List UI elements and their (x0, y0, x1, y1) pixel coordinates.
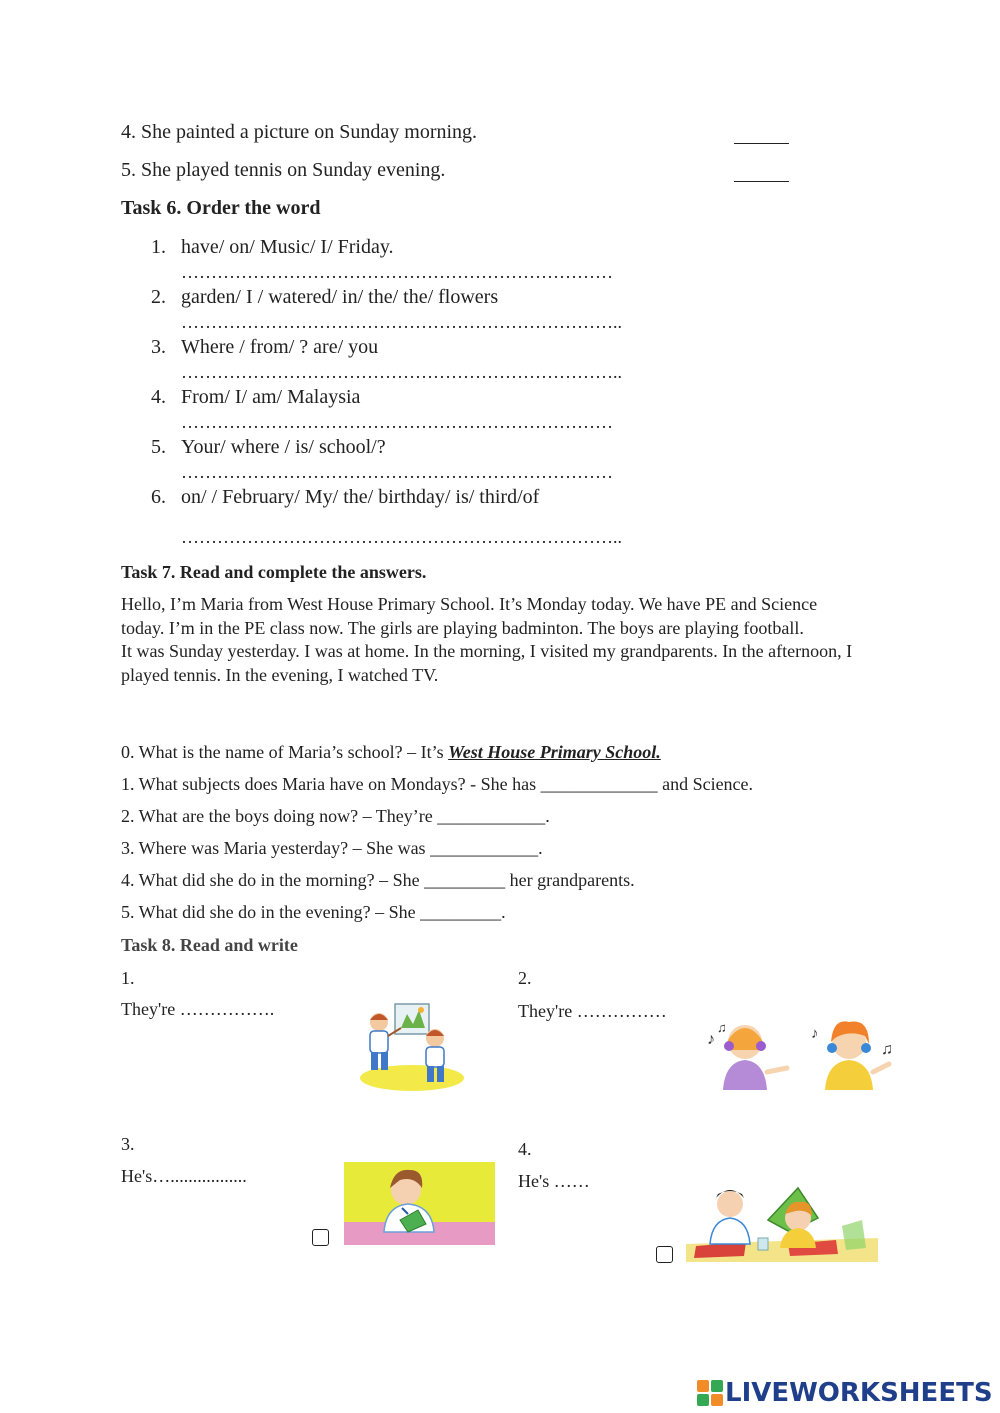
question-text-end: . (501, 902, 506, 922)
task6-item-words: Where / from/ ? are/ you (181, 336, 379, 358)
question-text-end: her grandparents. (505, 870, 635, 890)
kids-listening-music-picture (703, 1018, 895, 1090)
answer-blank[interactable]: _________ (424, 870, 506, 890)
kids-painting-picture (357, 1000, 467, 1092)
task7-question-2 (121, 806, 550, 827)
task6-answer-line[interactable]: ……………………………………………………………….. (181, 362, 622, 382)
task6-item-words: garden/ I / watered/ in/ the/ the/ flowers (181, 286, 499, 308)
task8-item-prompt[interactable]: They're ……………. (121, 999, 275, 1019)
liveworksheets-brand: LIVEWORKSHEETS (725, 1378, 993, 1408)
task8-item-prompt[interactable]: He's…................. (121, 1166, 247, 1186)
task5-statement-4: 4. She painted a picture on Sunday morning. (121, 121, 478, 143)
task8-item-number: 1. (121, 968, 135, 988)
question-text: 3. Where was Maria yesterday? – She was (121, 838, 431, 858)
svg-text:♫: ♫ (881, 1041, 893, 1058)
question-text-end: . (538, 838, 543, 858)
task6-item-number: 2. (151, 286, 166, 308)
task6-answer-line[interactable]: ……………………………………………………………… (181, 462, 613, 482)
answer-checkbox-4[interactable] (656, 1246, 673, 1263)
example-question: 0. What is the name of Maria’s school? – It’s (121, 742, 449, 762)
liveworksheets-badge-icon (697, 1380, 723, 1406)
task7-question-1 (121, 774, 753, 795)
task6-item-words: From/ I/ am/ Malaysia (181, 386, 361, 408)
svg-text:♪: ♪ (811, 1026, 819, 1042)
svg-text:♫: ♫ (717, 1020, 727, 1035)
question-text-end: and Science. (657, 774, 754, 794)
question-text: 1. What subjects does Maria have on Mondays? - She has (121, 774, 541, 794)
question-text: 5. What did she do in the evening? – She (121, 902, 421, 922)
task5-statement-5: 5. She played tennis on Sunday evening. (121, 159, 446, 181)
task7-question-5 (121, 902, 506, 923)
task6-item-number: 5. (151, 436, 166, 458)
task5-answer-5-line[interactable] (734, 181, 789, 182)
question-text: 4. What did she do in the morning? – She (121, 870, 425, 890)
task7-question-3 (121, 838, 543, 859)
task6-item-number: 4. (151, 386, 166, 408)
task5-answer-4-line[interactable] (734, 143, 789, 144)
task6-item-words: have/ on/ Music/ I/ Friday. (181, 236, 394, 258)
svg-text:♪: ♪ (707, 1031, 715, 1048)
task6-answer-line[interactable]: ……………………………………………………………… (181, 262, 613, 282)
task7-question-4 (121, 870, 635, 891)
boy-reading-picture (344, 1162, 495, 1245)
task6-item-words: on/ / February/ My/ the/ birthday/ is/ third/of (181, 486, 540, 508)
task8-item-prompt[interactable]: He's …… (518, 1171, 590, 1191)
answer-blank[interactable]: _____________ (540, 774, 658, 794)
task6-item-number: 1. (151, 236, 166, 258)
task8-title: Task 8. Read and write (121, 935, 298, 955)
answer-blank[interactable]: ____________ (437, 806, 546, 826)
task6-answer-line[interactable]: ……………………………………………………………… (181, 412, 613, 432)
task6-item-number: 3. (151, 336, 166, 358)
task6-answer-line[interactable]: ……………………………………………………………….. (181, 312, 622, 332)
answer-blank[interactable]: _________ (420, 902, 502, 922)
kids-making-crafts-picture (686, 1186, 878, 1262)
answer-blank[interactable]: ____________ (430, 838, 539, 858)
answer-checkbox-3[interactable] (312, 1229, 329, 1246)
question-text-end: . (545, 806, 550, 826)
liveworksheets-logo (697, 1377, 993, 1409)
task8-item-prompt[interactable]: They're …………… (518, 1001, 667, 1021)
task6-title: Task 6. Order the word (121, 197, 321, 219)
task6-item-words: Your/ where / is/ school/? (181, 436, 386, 458)
task8-item-number: 4. (518, 1139, 532, 1159)
task6-answer-line[interactable]: ……………………………………………………………….. (181, 527, 622, 547)
task7-example (121, 742, 661, 763)
example-answer: West House Primary School. (448, 742, 661, 762)
task8-item-number: 2. (518, 968, 532, 988)
passage-paragraph-1: Hello, I’m Maria from West House Primary School. It’s Monday today. We have PE and Science today. I’m in the PE class now. The girls are playing badminton. The boys are playing football. (121, 594, 818, 638)
question-text: 2. What are the boys doing now? – They’re (121, 806, 438, 826)
task6-item-number: 6. (151, 486, 166, 508)
task7-reading-passage (121, 593, 861, 687)
task7-title: Task 7. Read and complete the answers. (121, 562, 427, 582)
passage-paragraph-2: It was Sunday yesterday. I was at home. In the morning, I visited my grandparents. In the afternoon, I played tennis. In the evening, I watched TV. (121, 641, 853, 685)
task8-item-number: 3. (121, 1134, 135, 1154)
